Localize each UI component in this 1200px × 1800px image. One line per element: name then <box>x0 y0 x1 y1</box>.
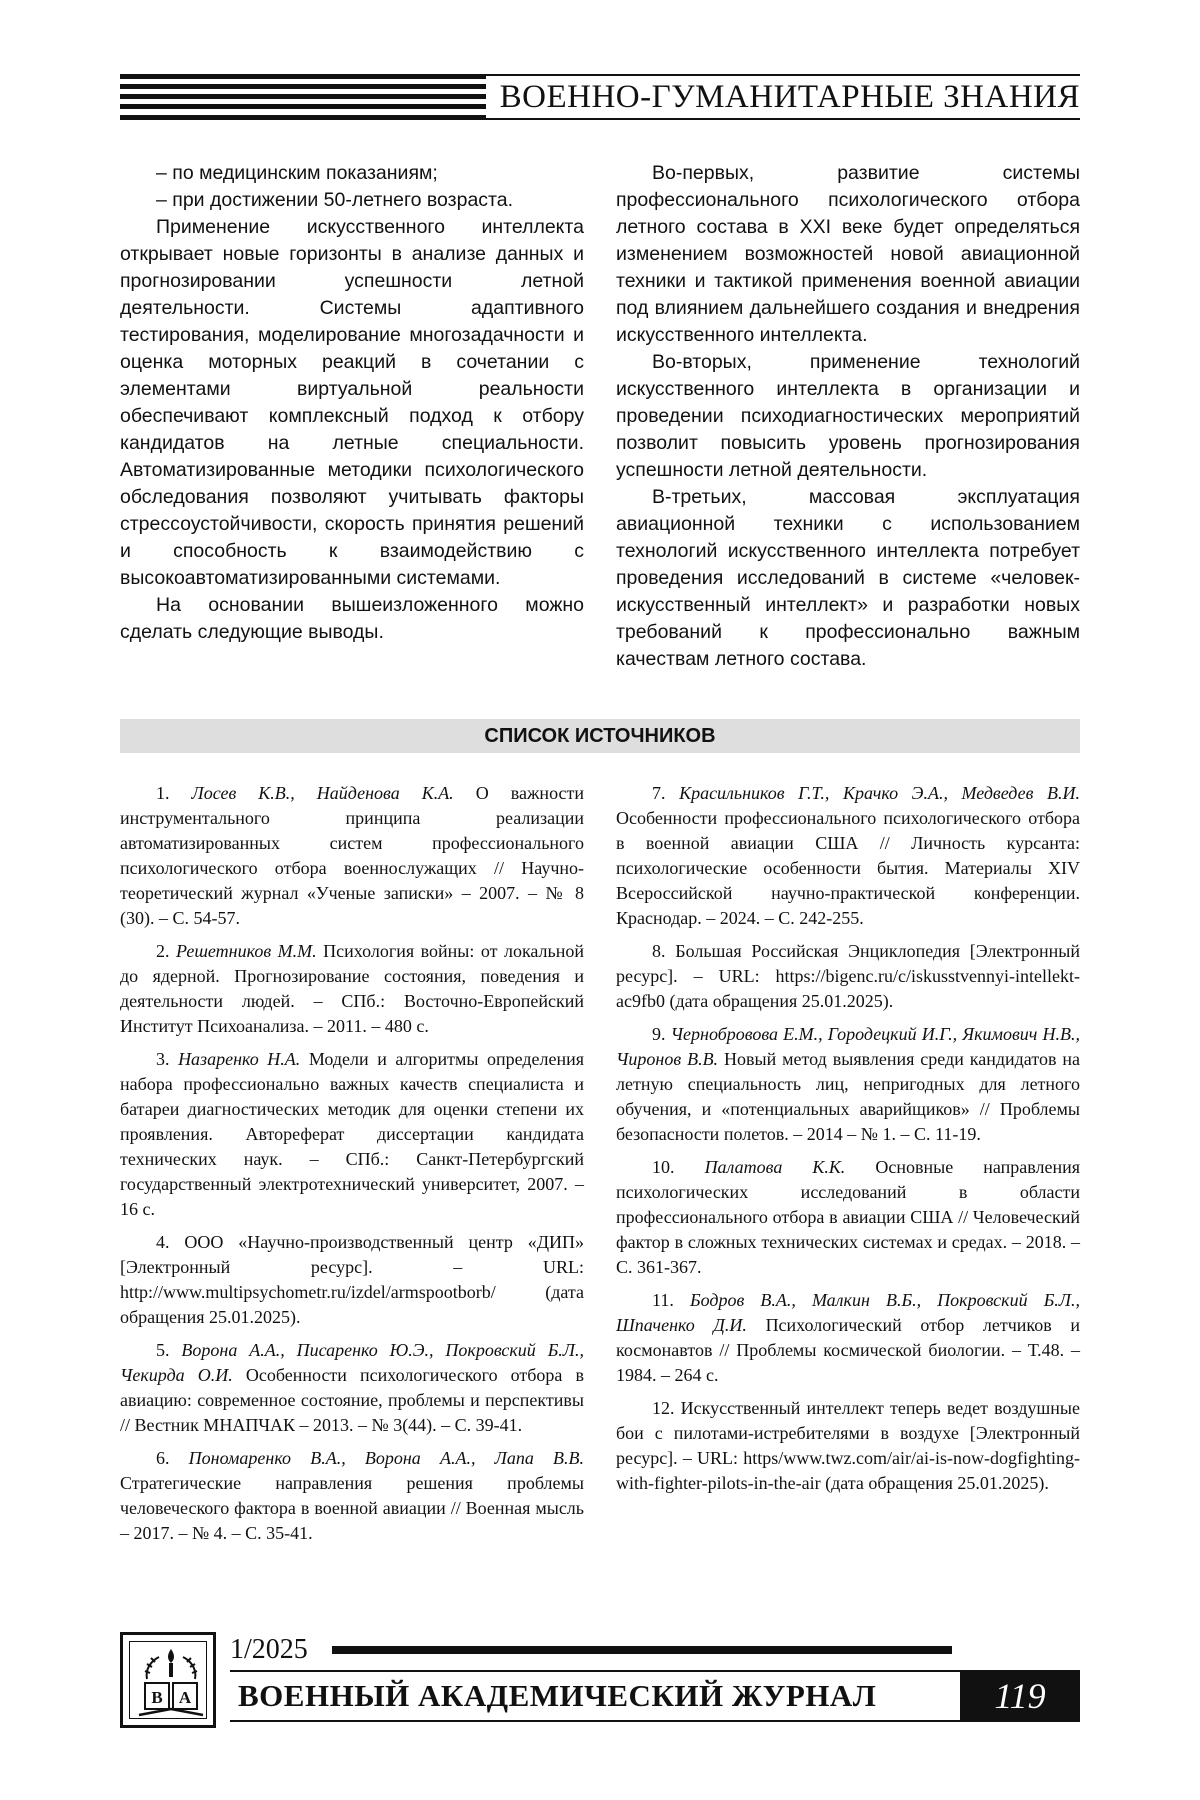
issue-rule <box>332 1646 952 1654</box>
body-paragraph: Применение искусственного интеллекта открывает новые горизонты в анализе данных и прогнозировании успешности летной деятельности. Системы адаптивного тестирования, моделирование многозадачности и оценка моторных реакций в сочетании с элементами виртуальной реальности обеспечивают комплексный подход к отбору кандидатов на летные специальности. Автоматизированные методики психологического обследования позволяют учитывать факторы стрессоустойчивости, скорость принятия решений и способность к взаимодействию с высокоавтоматизированными системами. <box>120 216 584 589</box>
references-column-right <box>616 781 1080 1504</box>
section-title: СПИСОК ИСТОЧНИКОВ <box>484 724 716 747</box>
reference-item: 10. Палатова К.К. Основные направления психологических исследований в области профессионального отбора в авиации США // Человеческий фактор в сложных технических системах и средах. – 2018. – С. 361-367. <box>616 1157 1081 1277</box>
section-heading-bar <box>120 719 1080 753</box>
running-header <box>120 72 1080 122</box>
issue-number: 1/2025 <box>230 1634 308 1665</box>
reference-item: 9. Чернобровова Е.М., Городецкий И.Г., Якимович Н.В., Чиронов В.В. Новый метод выявления среди кандидатов на летную специальность лиц, непригодных для летного обучения, и «потенциальных аварийщиков» // Проблемы безопасности полетов. – 2014 – № 1. – С. 11-19. <box>616 1024 1081 1144</box>
references-column-left <box>120 781 584 1554</box>
reference-item: 12. Искусственный интеллект теперь ведет воздушные бои с пилотами-истребителями в воздухе [Электронный ресурс]. – URL: https/www.twz.com/air/ai-is-now-dogfighting-with-fighter-pilots-in-the-air (дата обращения 25.01.2025). <box>616 1398 1081 1493</box>
reference-item: 11. Бодров В.А., Малкин В.Б., Покровский Б.Л., Шпаченко Д.И. Психологический отбор летчиков и космонавтов // Проблемы космической биологии. – Т.48. – 1984. – 264 с. <box>616 1290 1081 1385</box>
body-paragraph: В-третьих, массовая эксплуатация авиационной техники с использованием технологий искусственного интеллекта потребует проведения исследований в системе «человек-искусственный интеллект» и разработки новых требований к профессионально важным качествам летного состава. <box>616 486 1080 670</box>
body-column-right <box>616 160 1080 673</box>
body-paragraph: – при достижении 50-летнего возраста. <box>156 189 514 211</box>
header-title: ВОЕННО-ГУМАНИТАРНЫЕ ЗНАНИЯ <box>499 78 1080 115</box>
reference-item: 4. ООО «Научно-производственный центр «ДИП» [Электронный ресурс]. – URL: http://www.multipsychometr.ru/izdel/armspootborb/ (дата обращения 25.01.2025). <box>120 1232 584 1327</box>
reference-item: 2. Решетников М.М. Психология войны: от локальной до ядерной. Прогнозирование состояния, поведения и деятельности людей. – СПб.: Восточно-Европейский Институт Психоанализа. – 2011. – 480 с. <box>120 941 585 1036</box>
body-paragraph: На основании вышеизложенного можно сделать следующие выводы. <box>120 594 584 643</box>
reference-item: 8. Большая Российская Энциклопедия [Электронный ресурс]. – URL: https://bigenc.ru/c/iskusstvennyi-intellekt-ac9fb0 (дата обращения 25.01.2025). <box>616 941 1080 1011</box>
reference-item: 1. Лосев К.В., Найденова К.А. О важности инструментального принципа реализации автоматизированных систем профессионального психологического отбора военнослужащих // Научно-теоретический журнал «Ученые записки» – 2007. – № 8 (30). – С. 54-57. <box>120 783 585 928</box>
body-paragraph: – по медицинским показаниям; <box>156 162 438 184</box>
journal-title: ВОЕННЫЙ АКАДЕМИЧЕСКИЙ ЖУРНАЛ <box>238 1678 877 1713</box>
journal-logo <box>120 1632 216 1728</box>
logo-letter: В <box>151 1688 163 1707</box>
emblem-icon <box>123 1635 219 1731</box>
body-paragraph: Во-вторых, применение технологий искусственного интеллекта в организации и проведении психодиагностических мероприятий позволит повысить уровень прогнозирования успешности летной деятельности. <box>616 351 1080 481</box>
logo-letter: А <box>178 1688 192 1707</box>
reference-item: 5. Ворона А.А., Писаренко Ю.Э., Покровский Б.Л., Чекирда О.И. Особенности психологического отбора в авиацию: современное состояние, проблемы и перспективы // Вестник МНАПЧАК – 2013. – № 3(44). – С. 39-41. <box>120 1340 584 1435</box>
reference-item: 7. Красильников Г.Т., Крачко Э.А., Медведев В.И. Особенности профессионального психологического отбора в военной авиации США // Личность курсанта: психологические особенности бытия. Материалы XIV Всероссийской научно-практической конференции. Краснодар. – 2024. – С. 242-255. <box>616 783 1081 928</box>
reference-item: 3. Назаренко Н.А. Модели и алгоритмы определения набора профессионально важных качеств специалиста и батареи диагностических методик для оценки степени их проявления. Автореферат диссертации кандидата технических наук. – СПб.: Санкт-Петербургский государственный электротехнический университет, 2007. – 16 с. <box>120 1049 585 1219</box>
journal-title-band <box>230 1670 1080 1722</box>
body-column-left <box>120 160 584 646</box>
page-number: 119 <box>994 1676 1046 1716</box>
reference-item: 6. Пономаренко В.А., Ворона А.А., Лапа В.В. Стратегические направления решения проблемы человеческого фактора в военной авиации // Военная мысль – 2017. – № 4. – С. 35-41. <box>120 1448 584 1543</box>
journal-footer <box>120 1632 1080 1732</box>
page-number-box <box>960 1670 1080 1722</box>
body-paragraph: Во-первых, развитие системы профессионального психологического отбора летного состава в XXI веке будет определяться изменением возможностей новой авиационной техники и тактикой применения военной авиации под влиянием дальнейшего создания и внедрения искусственного интеллекта. <box>616 162 1080 346</box>
